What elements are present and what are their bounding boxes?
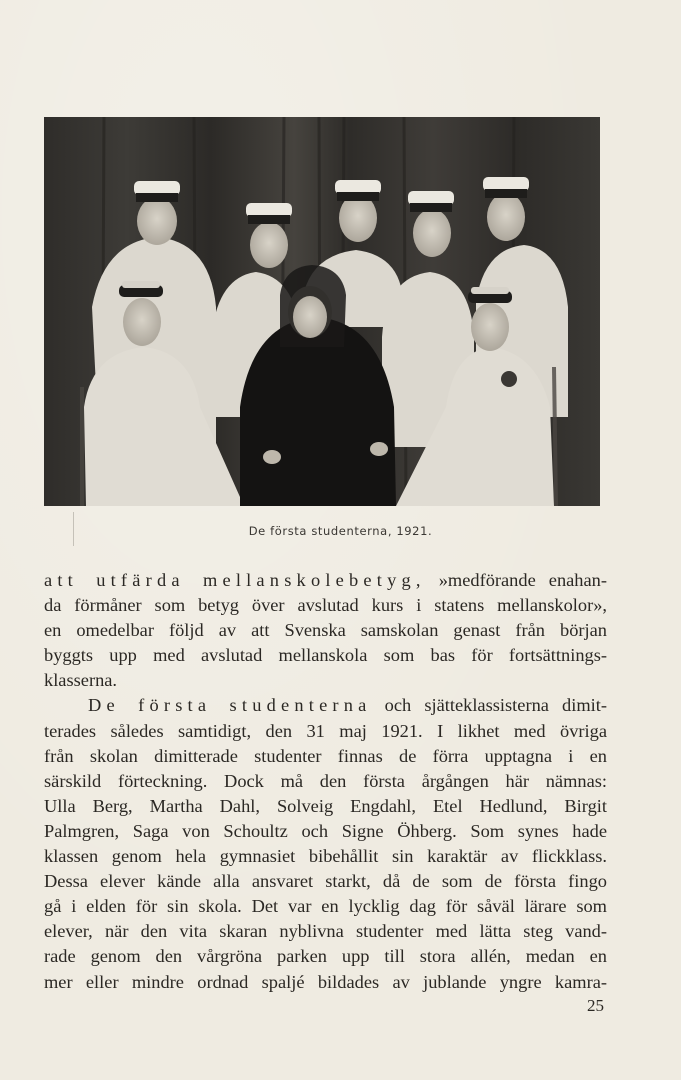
text-line: från skolan dimitterade studenter finnas de förra upptagna i en <box>44 745 607 766</box>
text-line: Palmgren, Saga von Schoultz och Signe Öhberg. Som synes hade <box>44 820 607 841</box>
text-line: terades således samtidigt, den 31 maj 1921. I likhet med övriga <box>44 720 607 741</box>
text-line: gå i elden för sin skola. Det var en lycklig dag för såväl lärare som <box>44 896 607 917</box>
photo-caption: De första studenterna, 1921. <box>248 524 433 538</box>
text-line: byggts upp med avslutad mellanskola som bas för fortsättnings- <box>44 645 607 666</box>
text-line: mer eller mindre ordnad spaljé bildades av jublande yngre kamra- <box>44 971 607 992</box>
text-line: da förmåner som betyg över avslutad kurs i statens mellanskolor», <box>44 595 607 616</box>
spaced-emphasis: De första studenterna <box>88 695 372 716</box>
text-line: Dessa elever kände alla ansvaret starkt, då de som de första fingo <box>44 871 607 892</box>
text-line: elever, när den vita skaran nyblivna studenter med lätta steg vand- <box>44 921 607 942</box>
text-line: särskild förteckning. Dock må den första årgången här nämnas: <box>44 770 607 791</box>
text-line: klasserna. <box>44 670 118 691</box>
text-line: De första studenterna och sjätteklassisterna dimit- <box>88 695 607 716</box>
text-line: rade genom den vårgröna parken upp till stora allén, medan en <box>44 946 607 967</box>
spaced-emphasis: att utfärda mellanskolebetyg, <box>44 570 426 590</box>
text-line: att utfärda mellanskolebetyg, »medförande enahan- <box>44 570 607 590</box>
text-line: Ulla Berg, Martha Dahl, Solveig Engdahl, Etel Hedlund, Birgit <box>44 795 607 816</box>
photo-illustration <box>44 117 600 506</box>
group-photograph <box>44 117 600 506</box>
text-line: klassen genom hela gymnasiet bibehållit sin karaktär av flickklass. <box>44 846 607 867</box>
body-text <box>44 568 607 995</box>
page-number: 25 <box>587 996 604 1015</box>
text-line: en omedelbar följd av att Svenska samskolan genast från början <box>44 620 607 641</box>
